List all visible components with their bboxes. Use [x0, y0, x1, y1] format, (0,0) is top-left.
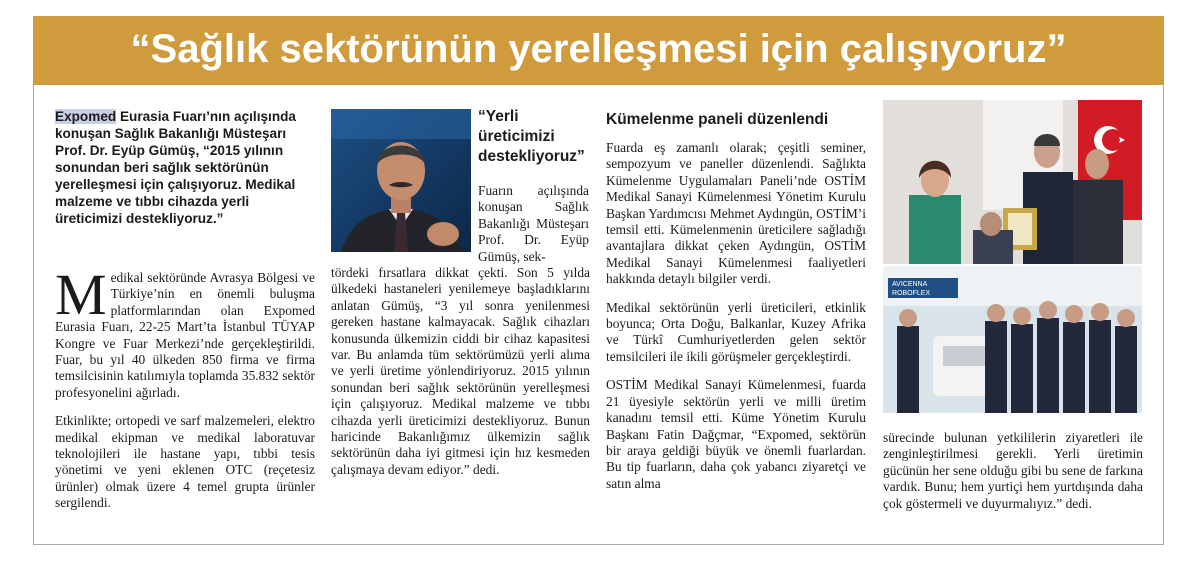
column-2-beside: [478, 183, 589, 265]
column-1: [55, 108, 310, 227]
award-photo: [883, 100, 1142, 264]
col3-paragraph-1: Fuarda eş zamanlı olarak; çeşitli seminer, sempozyum ve paneller düzenlendi. Sağlıkta Kümelenme Uygulamaları Paneli’nde OSTİM Medikal Sanayi Kümelenmesi Yönetim Kurulu Başkan Yardımcısı Mehmet Aydıngün, OSTİM’i temsil etti. Kümelenmenin üreticilere sağladığı avantajlara dikkat çeken Aydıngün, OSTİM Medikal Sanayi Kümelenmesi faaliyetleri hakkında detaylı bilgiler verdi.: [606, 140, 866, 287]
column-4-body: [883, 430, 1143, 524]
sign-roboflex: ROBOFLEX: [892, 290, 931, 297]
column-2-body: [331, 265, 590, 490]
col1-p1-text: edikal sektöründe Avrasya Bölgesi ve Türkiye’nin en önemli buluşma platformlarından olan Expomed Eurasia Fuarı, 22-25 Mart’ta İstanbul TÜYAP Kongre ve Fuar Merkezi’nde gerçekleştirildi. Fuar, bu yıl 40 ülkeden 850 firma ve firma temsilcisinin katılımıyla toplamda 35.832 sektör profesyonelini ağırladı.: [55, 270, 315, 400]
group-photo: [883, 266, 1142, 413]
col3-paragraph-2: Medikal sektörünün yerli üreticileri, etkinlik boyunca; Orta Doğu, Balkanlar, Kuzey Afrika ve Türkî Cumhuriyetlerden gelen sektör temsilcileri ile ikili görüşmeler gerçekleştirdi.: [606, 299, 866, 364]
column-3: [606, 110, 866, 130]
col4-body-text: sürecinde bulunan yetkililerin ziyaretleri ile zenginleştirilmesi gerekli. Yerli üretimin gücünün her sene olduğu gibi bu sene de farkına vardık. Bunu; hem yurtiçi hem yurtdışında daha çok göstermeli ve duyurmalıyız.” dedi.: [883, 430, 1143, 511]
col3-paragraph-3: OSTİM Medikal Sanayi Kümelenmesi, fuarda 21 üyesiyle sektörün yerli ve milli üretim kanadını temsil etti. Küme Yönetim Kurulu Başkanı Fatin Dağçmar, “Expomed, sektörün bir araya geldiği büyük ve önemli fuarlardan. Bu tip fuarların, daha çok yabancı ziyaretçi ve satın alma: [606, 377, 866, 491]
pull-quote: “Yerli üreticimizi destekliyoruz”: [478, 108, 585, 165]
portrait-photo: [331, 109, 471, 252]
dropcap: M: [55, 262, 107, 327]
col1-paragraph-1: [55, 262, 315, 401]
col1-paragraph-2: Etkinlikte; ortopedi ve sarf malzemeleri, elektro medikal ekipman ve medikal laboratuvar teknolojileri ile hastane yapı, tıbbi tesis yönetimi ve yeni eklenen OTC (reçetesiz ürünler) olmak üzere 4 temel grupta ürünler sergilendi.: [55, 413, 315, 511]
lead-text: Eurasia Fuarı’nın açılışında konuşan Sağlık Bakanlığı Müsteşarı Prof. Dr. Eyüp Gümüş, “2015 yılının sonundan beri sağlık sektörünün yerelleşmesi için çalışıyoruz. Medikal malzeme ve tıbbı cihazda yerli üreticimizi destekliyoruz.”: [55, 109, 296, 226]
col2-beside-text: Fuarın açılışında konuşan Sağlık Bakanlığı Müsteşarı Prof. Dr. Eyüp Gümüş, sek-: [478, 183, 589, 264]
col2-body-text: tördeki fırsatlara dikkat çekti. Son 5 yılda ülkedeki hastaneleri yenilemeye başladıklarını anlatan Gümüş, “3 yıl sonra yenilenmesi gereken hastane kalmayacak. Sağlık cihazları konusunda ülkemizin ciddi bir cihaz kapasitesi var. Bu anlamda tüm sektörümüzü yerli alıma ve yerli üretime yönlendiriyoruz. 2015 yılının sonundan beri sağlık sektörünün yerelleşmesi için çalışıyoruz. Medikal malzeme ve tıbbı cihazda yerli üreticimizi destekliyoruz. Bunun haricinde Bakanlığımız ülkemizin sağlık sektörünün daha iyi gitmesi için hız kesmeden çalışmaya devam ediyor.” dedi.: [331, 265, 590, 477]
column-1-body: [55, 262, 315, 524]
lead-highlight: Expomed: [55, 109, 117, 124]
section-subhead: Kümelenme paneli düzenlendi: [606, 111, 829, 128]
column-3-body: [606, 140, 866, 504]
sign-avicenna: AVICENNA: [892, 281, 928, 288]
headline: “Sağlık sektörünün yerelleşmesi için çalışıyoruz”: [130, 27, 1067, 71]
column-2-quote: [478, 107, 590, 167]
headline-banner: [33, 16, 1164, 85]
lead-paragraph: [55, 108, 310, 227]
